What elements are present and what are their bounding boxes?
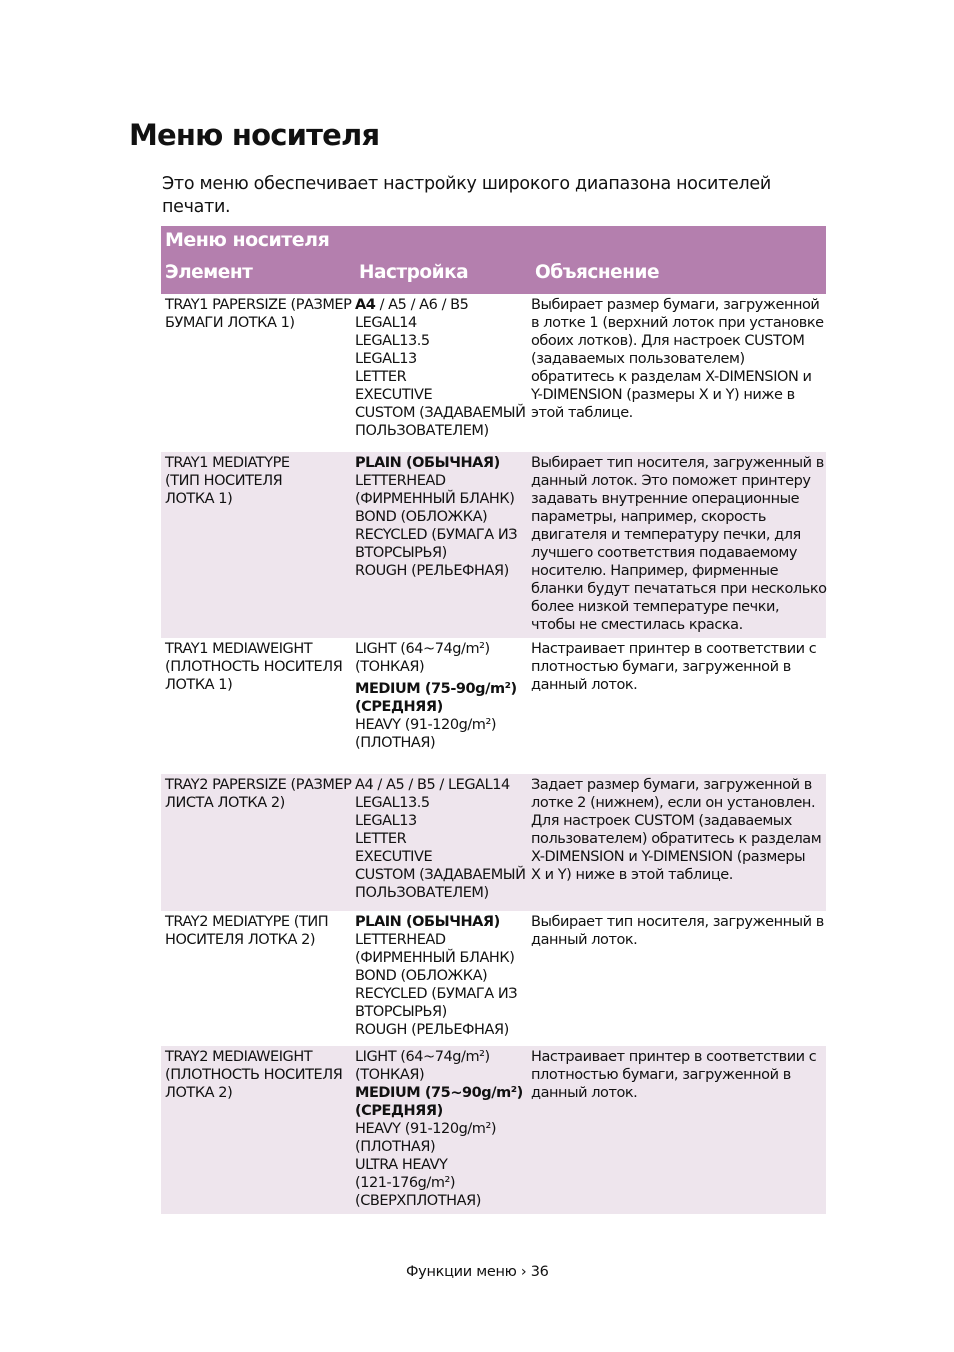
header-item: Элемент xyxy=(165,262,253,283)
setting-value: (СВЕРХПЛОТНАЯ) xyxy=(355,1193,481,1209)
header-explanation: Объяснение xyxy=(535,262,660,283)
setting-option xyxy=(355,1084,529,1102)
setting-value: A4 / A5 / B5 / LEGAL14 xyxy=(355,777,510,793)
explanation-line: данный лоток. Это поможет принтеру xyxy=(531,473,811,489)
explanation-line: чтобы не сместилась краска. xyxy=(531,617,743,633)
setting-value: LEGAL13 xyxy=(355,813,417,829)
setting-value: PLAIN (ОБЫЧНАЯ) xyxy=(355,914,500,930)
item-line: (ТИП НОСИТЕЛЯ xyxy=(165,473,283,489)
setting-option xyxy=(355,866,529,884)
setting-option xyxy=(355,368,529,386)
row-explanation xyxy=(531,911,822,1046)
explanation-line: лотке 2 (нижнем), если он установлен. xyxy=(531,795,816,811)
setting-value: EXECUTIVE xyxy=(355,387,433,403)
setting-option xyxy=(355,734,529,752)
setting-value: LEGAL13 xyxy=(355,351,417,367)
setting-value: ПОЛЬЗОВАТЕЛЕМ) xyxy=(355,423,489,439)
row-item xyxy=(161,774,355,911)
row-item xyxy=(161,452,355,638)
explanation-line: обоих лотков). Для настроек CUSTOM xyxy=(531,333,805,349)
setting-option xyxy=(355,640,529,658)
explanation-line: этой таблице. xyxy=(531,405,633,421)
setting-value: ПОЛЬЗОВАТЕЛЕМ) xyxy=(355,885,489,901)
column-headers xyxy=(161,258,826,294)
row-explanation xyxy=(531,774,822,911)
setting-value: EXECUTIVE xyxy=(355,849,433,865)
setting-option xyxy=(355,830,529,848)
setting-option xyxy=(355,913,529,931)
item-line: TRAY2 MEDIATYPE (ТИП xyxy=(165,914,329,930)
setting-option xyxy=(355,526,529,544)
explanation-line: пользователем) обратитесь к разделам xyxy=(531,831,822,847)
row-settings xyxy=(355,294,531,452)
item-line: ЛОТКА 1) xyxy=(165,491,233,507)
setting-option xyxy=(355,404,529,422)
setting-option xyxy=(355,544,529,562)
setting-option xyxy=(355,812,529,830)
row-settings xyxy=(355,1046,531,1214)
setting-option xyxy=(355,931,529,949)
item-line: (ПЛОТНОСТЬ НОСИТЕЛЯ xyxy=(165,659,343,675)
setting-option xyxy=(355,296,529,314)
table-title: Меню носителя xyxy=(165,229,330,251)
setting-value: CUSTOM (ЗАДАВАЕМЫЙ xyxy=(355,405,526,421)
row-settings xyxy=(355,911,531,1046)
explanation-line: задавать внутренние операционные xyxy=(531,491,800,507)
setting-option xyxy=(355,848,529,866)
setting-option xyxy=(355,1021,529,1039)
setting-value: (ПЛОТНАЯ) xyxy=(355,1139,436,1155)
row-explanation xyxy=(531,452,827,638)
setting-value: LETTER xyxy=(355,369,407,385)
table-body xyxy=(161,294,826,1214)
setting-value: PLAIN (ОБЫЧНАЯ) xyxy=(355,455,500,471)
explanation-line: лучшего соответствия подаваемому xyxy=(531,545,798,561)
row-item xyxy=(161,638,355,774)
table-header xyxy=(161,226,826,294)
setting-option xyxy=(355,698,529,716)
setting-value: (ТОНКАЯ) xyxy=(355,1067,425,1083)
setting-value: ULTRA HEAVY xyxy=(355,1157,448,1173)
setting-value: LETTERHEAD xyxy=(355,473,446,489)
setting-option xyxy=(355,1066,529,1084)
explanation-line: плотностью бумаги, загруженной в xyxy=(531,659,791,675)
item-line: TRAY2 MEDIAWEIGHT xyxy=(165,1049,313,1065)
item-line: TRAY1 MEDIAWEIGHT xyxy=(165,641,313,657)
setting-option xyxy=(355,985,529,1003)
item-line: TRAY2 PAPERSIZE (РАЗМЕР xyxy=(165,777,352,793)
table-row xyxy=(161,638,826,774)
table-row xyxy=(161,774,826,911)
setting-option xyxy=(355,1003,529,1021)
setting-option xyxy=(355,350,529,368)
setting-value: A4 xyxy=(355,297,376,313)
setting-option xyxy=(355,716,529,734)
item-line: БУМАГИ ЛОТКА 1) xyxy=(165,315,295,331)
item-line: TRAY1 PAPERSIZE (РАЗМЕР xyxy=(165,297,352,313)
setting-value: MEDIUM (75~90g/m²) xyxy=(355,1085,523,1101)
setting-option xyxy=(355,1048,529,1066)
media-menu-table xyxy=(161,226,826,1214)
explanation-line: более низкой температуре печки, xyxy=(531,599,780,615)
setting-value: ROUGH (РЕЛЬЕФНАЯ) xyxy=(355,563,509,579)
setting-value: (СРЕДНЯЯ) xyxy=(355,1103,443,1119)
row-settings xyxy=(355,774,531,911)
explanation-line: Выбирает размер бумаги, загруженной xyxy=(531,297,820,313)
setting-value: (ТОНКАЯ) xyxy=(355,659,425,675)
setting-option xyxy=(355,422,529,440)
explanation-line: Настраивает принтер в соответствии с xyxy=(531,641,817,657)
item-line: ЛОТКА 2) xyxy=(165,1085,233,1101)
row-explanation xyxy=(531,638,822,774)
item-line: ЛОТКА 1) xyxy=(165,677,233,693)
item-line: TRAY1 MEDIATYPE xyxy=(165,455,290,471)
setting-option xyxy=(355,967,529,985)
item-line: (ПЛОТНОСТЬ НОСИТЕЛЯ xyxy=(165,1067,343,1083)
setting-value: (ПЛОТНАЯ) xyxy=(355,735,436,751)
table-row xyxy=(161,1046,826,1214)
setting-option xyxy=(355,1156,529,1174)
setting-value: LIGHT (64~74g/m²) xyxy=(355,1049,490,1065)
setting-option xyxy=(355,1138,529,1156)
explanation-line: Y-DIMENSION (размеры X и Y) ниже в xyxy=(531,387,795,403)
item-line: НОСИТЕЛЯ ЛОТКА 2) xyxy=(165,932,316,948)
explanation-line: параметры, например, скорость xyxy=(531,509,766,525)
setting-option xyxy=(355,332,529,350)
setting-value: RECYCLED (БУМАГА ИЗ xyxy=(355,986,518,1002)
setting-value: MEDIUM (75-90g/m²) xyxy=(355,681,517,697)
setting-option xyxy=(355,472,529,490)
setting-option xyxy=(355,508,529,526)
setting-value: LETTER xyxy=(355,831,407,847)
setting-value: (ФИРМЕННЫЙ БЛАНК) xyxy=(355,950,515,966)
setting-option xyxy=(355,314,529,332)
setting-value: RECYCLED (БУМАГА ИЗ xyxy=(355,527,518,543)
setting-value: LETTERHEAD xyxy=(355,932,446,948)
explanation-line: Выбирает тип носителя, загруженный в xyxy=(531,914,824,930)
table-row xyxy=(161,294,826,452)
setting-value: CUSTOM (ЗАДАВАЕМЫЙ xyxy=(355,867,526,883)
setting-option xyxy=(355,1102,529,1120)
setting-value: LEGAL14 xyxy=(355,315,417,331)
setting-option xyxy=(355,1120,529,1138)
table-row xyxy=(161,452,826,638)
setting-option xyxy=(355,680,529,698)
setting-option xyxy=(355,794,529,812)
explanation-line: данный лоток. xyxy=(531,677,638,693)
setting-option xyxy=(355,562,529,580)
setting-option xyxy=(355,1174,529,1192)
setting-value: (ФИРМЕННЫЙ БЛАНК) xyxy=(355,491,515,507)
item-line: ЛИСТА ЛОТКА 2) xyxy=(165,795,285,811)
setting-alternatives: / A5 / A6 / B5 xyxy=(375,297,469,313)
explanation-line: носителю. Например, фирменные xyxy=(531,563,779,579)
row-explanation xyxy=(531,294,822,452)
explanation-line: обратитесь к разделам X-DIMENSION и xyxy=(531,369,812,385)
setting-value: BOND (ОБЛОЖКА) xyxy=(355,509,488,525)
explanation-line: Выбирает тип носителя, загруженный в xyxy=(531,455,824,471)
intro-paragraph: Это меню обеспечивает настройку широкого диапазона носителей печати. xyxy=(162,174,771,217)
row-item xyxy=(161,294,355,452)
setting-value: HEAVY (91-120g/m²) xyxy=(355,717,497,733)
row-settings xyxy=(355,452,531,638)
row-explanation xyxy=(531,1046,822,1214)
page-title: Меню носителя xyxy=(129,118,380,152)
explanation-line: данный лоток. xyxy=(531,1085,638,1101)
setting-option xyxy=(355,1192,529,1210)
setting-value: ВТОРСЫРЬЯ) xyxy=(355,1004,447,1020)
explanation-line: плотностью бумаги, загруженной в xyxy=(531,1067,791,1083)
explanation-line: (задаваемых пользователем) xyxy=(531,351,745,367)
setting-option xyxy=(355,658,529,676)
setting-value: LEGAL13.5 xyxy=(355,795,430,811)
setting-value: (СРЕДНЯЯ) xyxy=(355,699,443,715)
setting-value: BOND (ОБЛОЖКА) xyxy=(355,968,488,984)
setting-option xyxy=(355,776,529,794)
setting-value: LEGAL13.5 xyxy=(355,333,430,349)
setting-option xyxy=(355,490,529,508)
explanation-line: в лотке 1 (верхний лоток при установке xyxy=(531,315,824,331)
row-item xyxy=(161,1046,355,1214)
setting-option xyxy=(355,454,529,472)
row-settings xyxy=(355,638,531,774)
setting-option xyxy=(355,386,529,404)
table-row xyxy=(161,911,826,1046)
setting-value: ROUGH (РЕЛЬЕФНАЯ) xyxy=(355,1022,509,1038)
setting-value: ВТОРСЫРЬЯ) xyxy=(355,545,447,561)
explanation-line: X и Y) ниже в этой таблице. xyxy=(531,867,733,883)
setting-value: LIGHT (64~74g/m²) xyxy=(355,641,490,657)
explanation-line: X-DIMENSION и Y-DIMENSION (размеры xyxy=(531,849,806,865)
setting-value: HEAVY (91-120g/m²) xyxy=(355,1121,497,1137)
explanation-line: данный лоток. xyxy=(531,932,638,948)
header-setting: Настройка xyxy=(359,262,469,283)
page-footer: Функции меню › 36 xyxy=(406,1264,549,1280)
row-item xyxy=(161,911,355,1046)
explanation-line: двигателя и температуру печки, для xyxy=(531,527,801,543)
explanation-line: Задает размер бумаги, загруженной в xyxy=(531,777,812,793)
setting-option xyxy=(355,884,529,902)
explanation-line: Для настроек CUSTOM (задаваемых xyxy=(531,813,792,829)
explanation-line: Настраивает принтер в соответствии с xyxy=(531,1049,817,1065)
setting-option xyxy=(355,949,529,967)
explanation-line: бланки будут печататься при несколько xyxy=(531,581,827,597)
setting-value: (121-176g/m²) xyxy=(355,1175,456,1191)
